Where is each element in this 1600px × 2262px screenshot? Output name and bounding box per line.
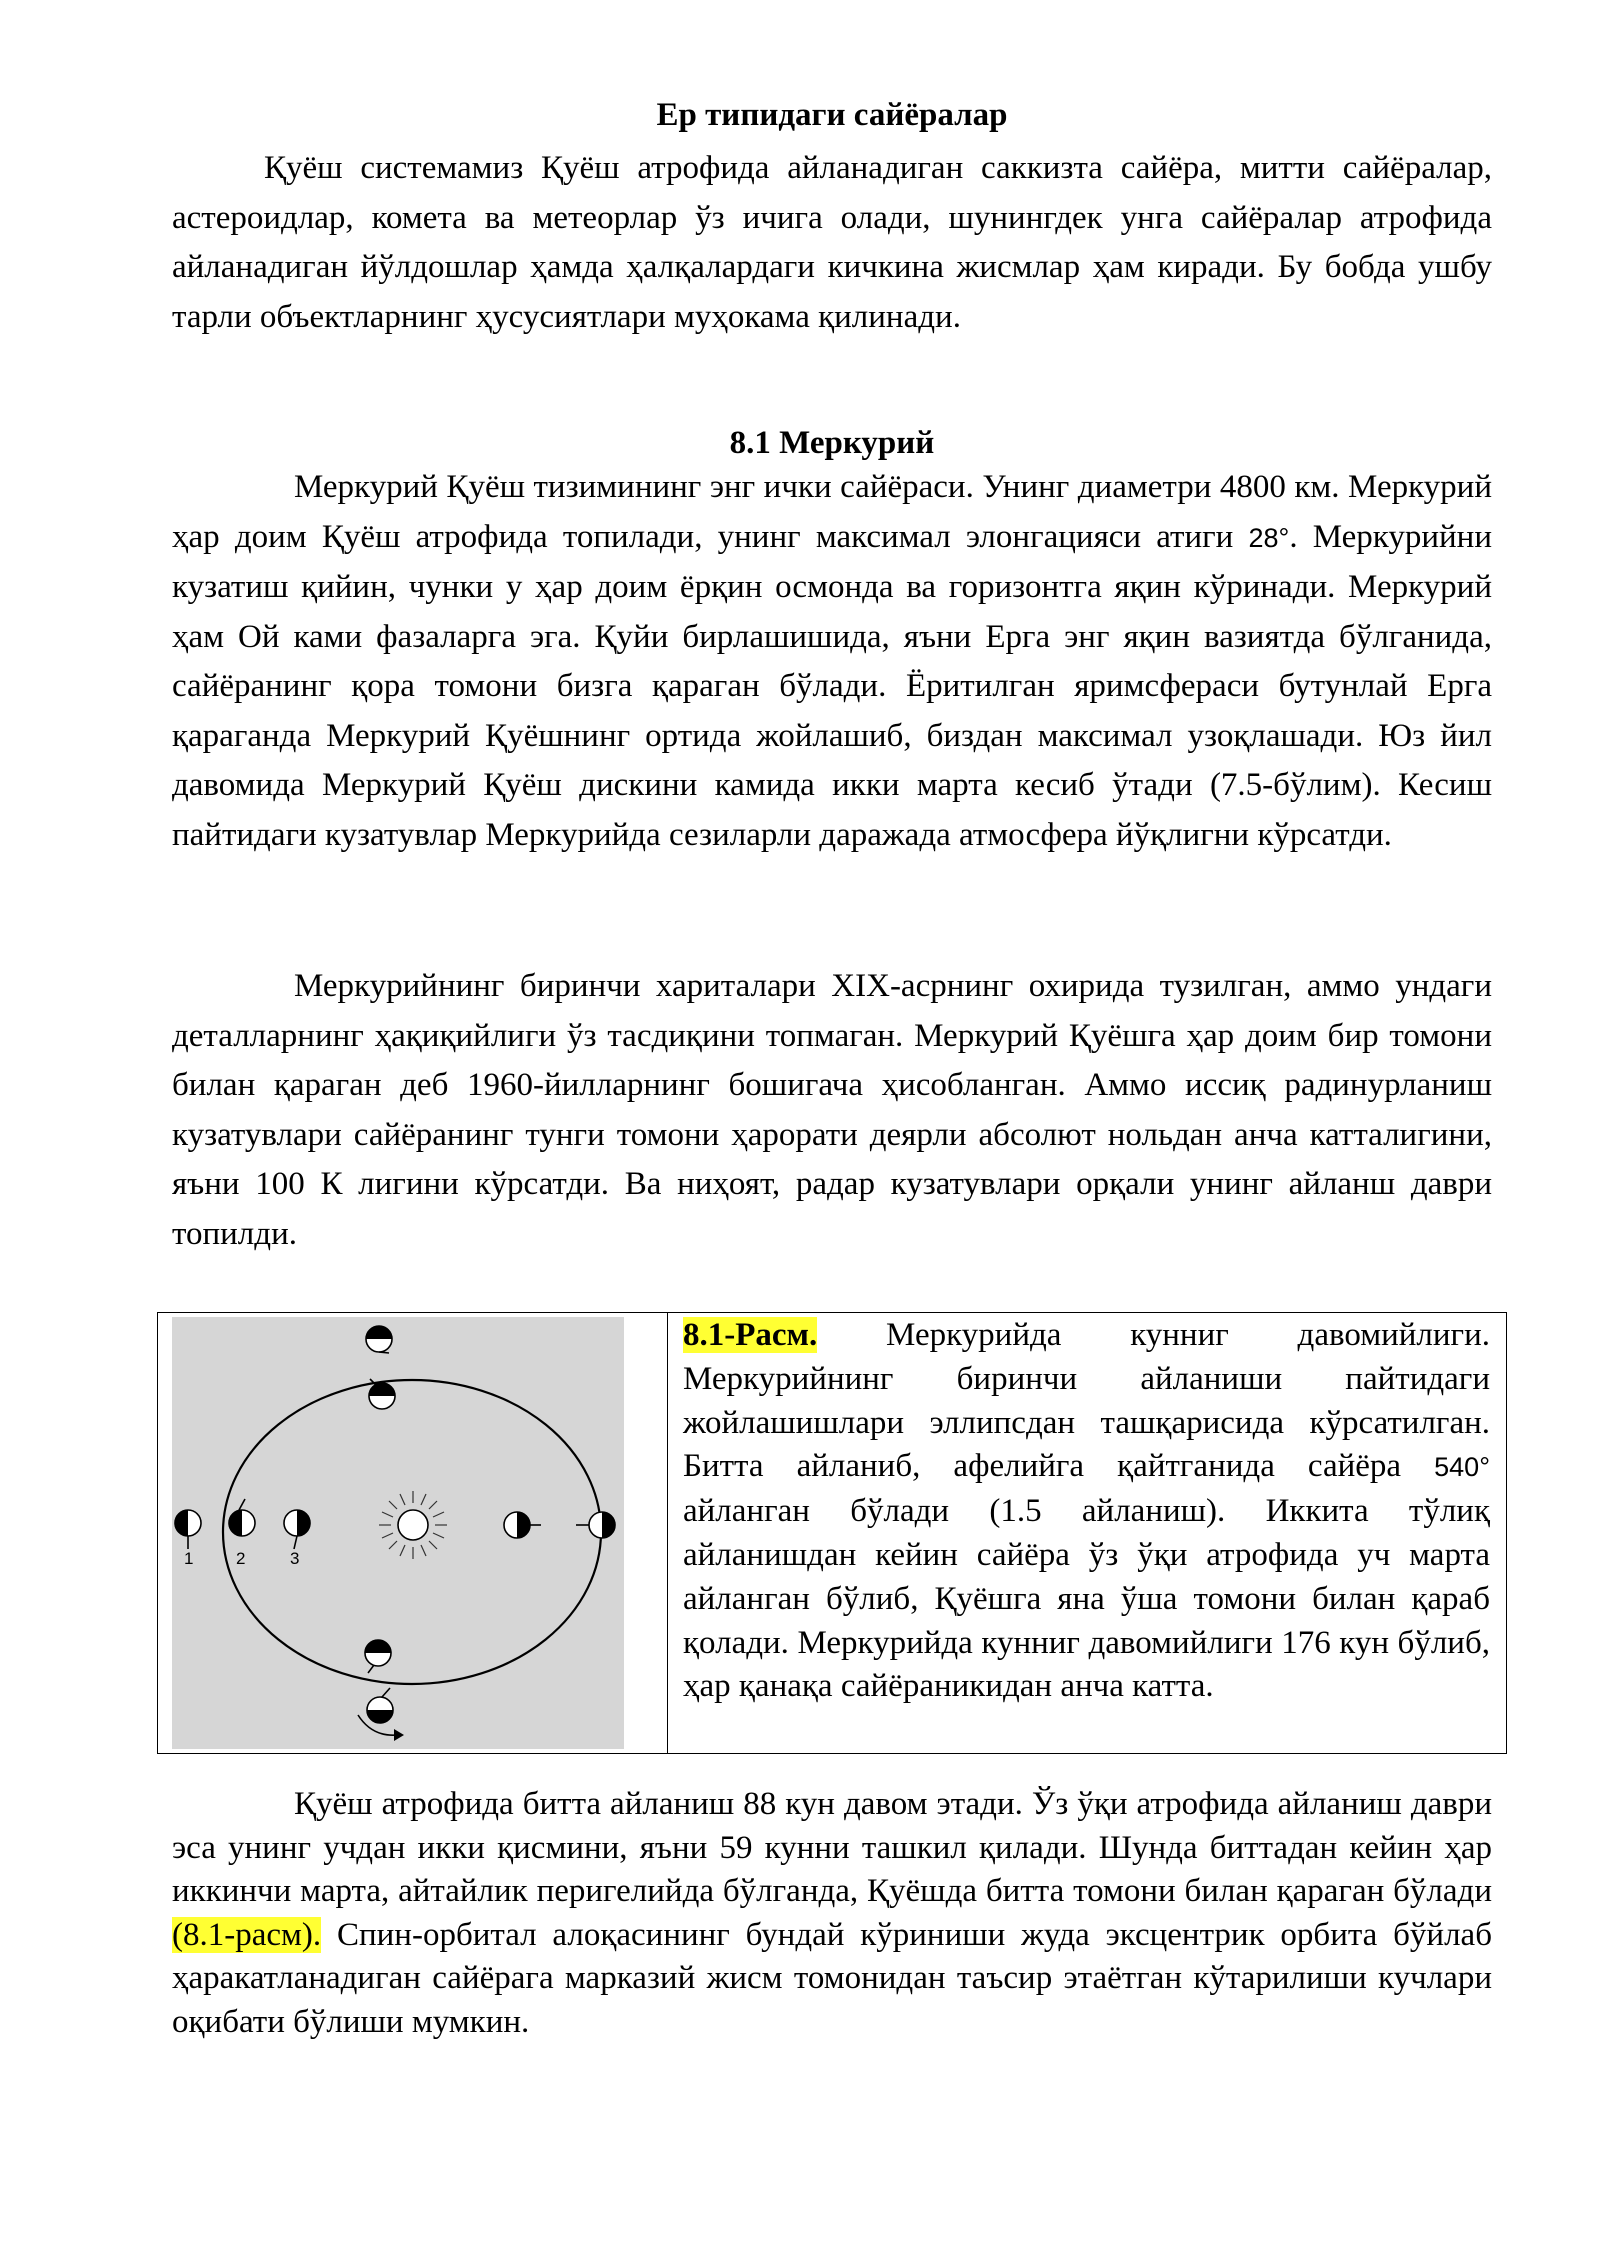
sun-icon: [379, 1491, 447, 1559]
chapter-heading: Ер типидаги сайёралар: [656, 97, 1008, 133]
figure-reference: (8.1-расм).: [172, 1916, 322, 1953]
figure-caption: [683, 1314, 1490, 1709]
paragraph-mercury-3: [172, 1783, 1492, 2045]
intro-paragraph: Қуёш системамиз Қуёш атрофида айланадиган саккизта сайёра, митти сайёралар, астероидлар, комета ва метеорлар ўз ичига олади, шунингдек унга сайёралар атрофида айланадиган йўлдошлар ҳамда ҳалқалардаги кичкина жисмлар ҳам киради. Бу бобда ушбу тарли объектларнинг ҳусусиятлари муҳокама қилинади.: [172, 150, 1492, 335]
paragraph-mercury-1: [172, 463, 1492, 860]
section-title: 8.1 Меркурий: [729, 425, 935, 461]
paragraph-text: Спин-орбитал алоқасининг бундай кўриниши жуда эксцентрик орбита бўйлаб ҳаракатланадиган сайёрага марказий жисм томонидан таъсир этаётган кўтарилиши кучлари оқибати бўлиши мумкин.: [172, 1916, 1492, 2040]
mercury-top-outer-icon: [366, 1326, 392, 1353]
paragraph-text: Қуёш атрофида битта айланиш 88 кун давом этади. Ўз ўқи атрофида айланиш даври эса унинг учдан икки қисмини, яъни 59 кунни ташкил қилади. Шунда биттадан кейин ҳар иккинчи марта, айтайлик перигелийда бўлганда, Қуёшда битта томони билан қараган бўлади: [172, 1786, 1492, 1910]
paragraph-text: Меркурий Қуёш тизимининг энг ички сайёраси. Унинг диаметри 4800 км. Меркурий ҳар доим Қуёш атрофида топилади, унинг максимал элонгацияси атиги: [172, 469, 1492, 555]
caption-text: Меркурийда кунниг давомийлиги. Меркурийнинг биринчи айланиши пайтидаги жойлашишлари эллипсдан ташқарисида кўрсатилган. Битта айланиб, афелийга қайтганида сайёра: [683, 1317, 1490, 1485]
figure-table: [157, 1312, 1507, 1754]
figure-image-cell: [158, 1313, 668, 1753]
position-label-3: 3: [290, 1549, 300, 1568]
caption-text: айланган бўлади (1.5 айланиш). Иккита тўлиқ айланишдан кейин сайёра ўз ўқи атрофида уч марта айланган бўлиб, Қуёшга яна ўша томони билан қараб қолади. Меркурийда кунниг давомийлиги 176 кун бўлиб, ҳар қанақа сайёраникидан анча катта.: [683, 1493, 1490, 1705]
paragraph-text: . Меркурийни кузатиш қийин, чунки у ҳар доим ёрқин осмонда ва горизонтга яқин кўринади. Меркурий ҳам Ой ками фазаларга эга. Қуйи бирлашишида, яъни Ерга энг яқин вазиятда бўлганида, сайёранинг қора томони бизга қараган бўлади. Ёритилган яримсфераси бутунлай Ерга қараганда Меркурий Қуёшнинг ортида жойлашиб, биздан максимал узоқлашади. Юз йил давомида Меркурий Қуёш дискини камида икки марта кесиб ўтади (7.5-бўлим). Кесиш пайтидаги кузатувлар Меркурийда сезиларли даражада атмосфера йўқлигни кўрсатди.: [172, 518, 1492, 853]
position-label-1: 1: [184, 1549, 194, 1568]
figure-label: 8.1-Расм.: [683, 1317, 818, 1353]
mercury-rotation-diagram: [172, 1317, 624, 1749]
position-label-2: 2: [236, 1549, 246, 1568]
paragraph-mercury-2: Меркурийнинг биринчи хариталари XIX-асрнинг охирида тузилган, аммо ундаги деталларнинг ҳақиқийлиги ўз тасдиқини топмаган. Меркурий Қуёшга ҳар доим бир томони билан қараган деб 1960-йилларнинг бошигача ҳисобланган. Аммо иссиқ радинурланиш кузатувлари сайёранинг тунги томони ҳарорати деярли абсолют нольдан анча катталигини, яъни 100 К лигини кўрсатди. Ва ниҳоят, радар кузатувлари орқали унинг айланш даври топилди.: [172, 968, 1492, 1252]
rotation-degree: 540°: [1434, 1452, 1490, 1483]
elongation-degree: 28°: [1248, 522, 1290, 553]
